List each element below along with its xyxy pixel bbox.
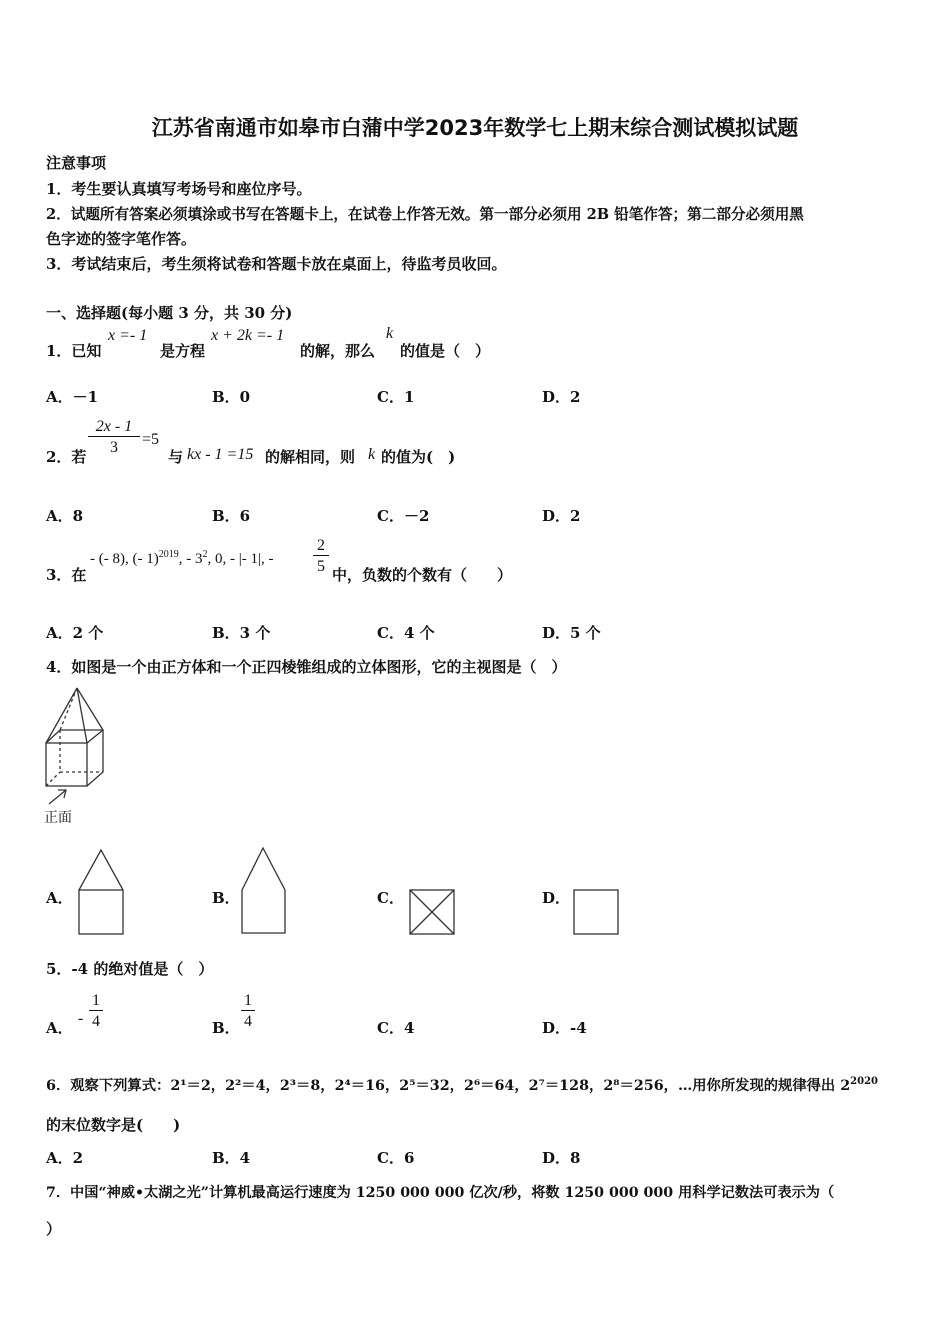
q1-k: k — [386, 325, 394, 342]
q1-number: 1．已知 — [46, 342, 102, 360]
q5-option-c[interactable]: C．4 — [377, 1019, 415, 1037]
q2-equals: =5 — [142, 431, 160, 448]
q2-number: 2．若 — [46, 448, 87, 466]
q4-front-label: 正面 — [44, 810, 72, 826]
q5-option-b-denominator: 4 — [241, 1010, 255, 1031]
notice-item-3: 3．考试结束后，考生须将试卷和答题卡放在桌面上，待监考员收回。 — [46, 255, 507, 273]
q3-fraction — [313, 537, 329, 576]
q1-option-b[interactable]: B．0 — [212, 388, 251, 406]
notice-heading: 注意事项 — [46, 154, 107, 172]
q5-option-b-numerator: 1 — [244, 992, 252, 1009]
q3-expr-a: - (- 8), (- 1) — [90, 551, 159, 567]
q7-question-line-1: 7．中国“神威•太湖之光”计算机最高运行速度为 1250 000 000 亿次/秒，将数 1250 000 000 用科学记数法可表示为（ — [46, 1185, 835, 1201]
q4-option-c-figure[interactable] — [408, 888, 456, 936]
q3-exponent-2: 2 — [202, 549, 208, 560]
q4-option-a-figure[interactable] — [76, 846, 128, 936]
q2-option-d[interactable]: D．2 — [542, 507, 581, 525]
q2-option-c[interactable]: C．－2 — [377, 507, 430, 525]
q5-option-b-label[interactable]: B． — [212, 1019, 240, 1037]
q1-option-c[interactable]: C．1 — [377, 388, 415, 406]
q3-option-c[interactable]: C．4 个 — [377, 624, 435, 642]
q7-question-line-2: ） — [46, 1220, 62, 1238]
q2-option-a[interactable]: A．8 — [46, 507, 84, 525]
q1-option-a[interactable]: A．－1 — [46, 388, 99, 406]
q5-option-d[interactable]: D．-4 — [542, 1019, 587, 1037]
page-title: 江苏省南通市如皋市白蒲中学2023年数学七上期末综合测试模拟试题 — [151, 116, 799, 140]
q1-option-d[interactable]: D．2 — [542, 388, 581, 406]
q6-question-line-2: 的末位数字是( ) — [46, 1116, 181, 1134]
q3-fraction-denominator: 5 — [313, 555, 329, 576]
q1-text-mid: 是方程 — [160, 342, 206, 360]
q6-option-a[interactable]: A．2 — [46, 1149, 84, 1167]
q3-expr-b: , - 3 — [178, 551, 203, 567]
q2-fraction — [88, 418, 140, 457]
q3-option-d[interactable]: D．5 个 — [542, 624, 601, 642]
q1-text-mid-2: 的解，那么 — [300, 342, 376, 360]
q5-option-a-denominator: 4 — [89, 1010, 103, 1031]
q3-exponent: 2019 — [158, 549, 179, 560]
q6-question-line-1 — [46, 1075, 878, 1095]
q6-option-d[interactable]: D．8 — [542, 1149, 581, 1167]
q6-text: 6．观察下列算式：2¹＝2，2²＝4，2³＝8，2⁴＝16，2⁵＝32，2⁶＝64，2⁷＝128，2⁸＝256，…用你所发现的规律得出 2 — [46, 1078, 851, 1094]
q6-option-b[interactable]: B．4 — [212, 1149, 251, 1167]
q5-option-b-fraction[interactable] — [241, 992, 255, 1031]
q4-option-a-label[interactable]: A． — [46, 889, 73, 907]
q2-expr: kx - 1 =15 — [187, 446, 254, 463]
q5-option-a-label[interactable]: A． — [46, 1019, 73, 1037]
q2-text-mid-2: 的解相同，则 — [265, 448, 356, 466]
q6-exponent: 2020 — [850, 1076, 878, 1088]
q3-option-b[interactable]: B．3 个 — [212, 624, 271, 642]
notice-item-2-cont: 色字迹的签字笔作答。 — [46, 230, 197, 248]
q3-number: 3．在 — [46, 566, 87, 584]
q1-expr-1: x =- 1 — [108, 327, 148, 344]
q3-fraction-numerator: 2 — [317, 537, 325, 554]
q4-option-b-figure[interactable] — [238, 844, 290, 936]
q4-option-d-label[interactable]: D． — [542, 889, 571, 907]
q5-question: 5．-4 的绝对值是（ ） — [46, 960, 214, 978]
q2-k: k — [368, 446, 376, 463]
q3-expr-c: , 0, - |- 1|, - — [207, 551, 274, 567]
q4-option-d-figure[interactable] — [572, 888, 620, 936]
q4-option-b-label[interactable]: B． — [212, 889, 240, 907]
q2-text-tail: 的值为( ) — [381, 448, 456, 466]
notice-item-1: 1．考生要认真填写考场号和座位序号。 — [46, 180, 312, 198]
notice-item-2: 2．试题所有答案必须填涂或书写在答题卡上，在试卷上作答无效。第一部分必须用 2B 铅笔作答；第二部分必须用黑 — [46, 206, 804, 223]
q1-text-tail: 的值是（ ） — [400, 342, 491, 360]
q3-option-a[interactable]: A．2 个 — [46, 624, 104, 642]
q5-option-a-numerator: 1 — [92, 992, 100, 1009]
q5-option-a-fraction[interactable] — [89, 992, 103, 1031]
section-heading: 一、选择题(每小题 3 分，共 30 分) — [46, 304, 293, 322]
q2-fraction-denominator: 3 — [88, 436, 140, 457]
q3-text-tail: 中，负数的个数有（ ） — [332, 566, 513, 584]
q2-fraction-numerator: 2x - 1 — [95, 418, 133, 435]
q1-expr-2: x + 2k =- 1 — [211, 327, 285, 344]
q2-option-b[interactable]: B．6 — [212, 507, 251, 525]
q3-expression — [90, 549, 273, 568]
q5-option-a-sign[interactable]: - — [78, 1010, 84, 1027]
q2-text-mid: 与 — [168, 448, 184, 466]
q6-option-c[interactable]: C．6 — [377, 1149, 415, 1167]
q4-option-c-label[interactable]: C． — [377, 889, 404, 907]
q4-question: 4．如图是一个由正方体和一个正四棱锥组成的立体图形，它的主视图是（ ） — [46, 658, 567, 676]
